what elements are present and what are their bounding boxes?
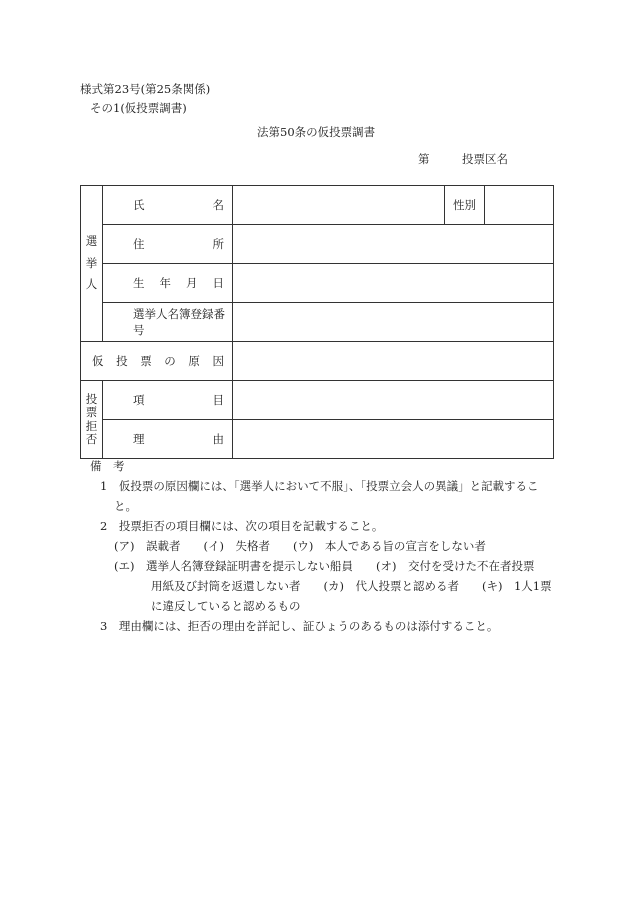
notes-heading: 備 考 [90,459,125,473]
sex-label: 性別 [445,186,485,225]
register-number-field[interactable] [233,303,554,342]
address-label: 住 所 [103,225,233,264]
reason-label: 理 由 [103,420,233,459]
district-prefix: 第 [418,152,430,166]
note-3: 3 理由欄には、拒否の理由を詳記し、証ひょうのあるものは添付すること。 [100,619,499,633]
name-field[interactable] [233,186,445,225]
note-2-items-b-line-3: に違反していると認めるもの [151,599,301,613]
birth-label: 生 年 月 日 [103,264,233,303]
address-field[interactable] [233,225,554,264]
birth-field[interactable] [233,264,554,303]
provisional-reason-field[interactable] [233,342,554,381]
note-1-line-2: と。 [114,499,137,513]
name-label: 氏 名 [103,186,233,225]
note-2-items-b-line-1: (エ) 選挙人名簿登録証明書を提示しない船員 (オ) 交付を受けた不在者投票 [114,559,535,573]
register-number-label: 選挙人名簿登録番号 [103,303,233,342]
form-subtitle: その1(仮投票調書) [90,101,187,115]
reason-field[interactable] [233,420,554,459]
note-2: 2 投票拒否の項目欄には、次の項目を記載すること。 [100,519,384,533]
district-label: 投票区名 [462,152,508,166]
note-2-items-a: (ア) 誤載者 (イ) 失格者 (ウ) 本人である旨の宣言をしない者 [114,539,486,553]
provisional-reason-label: 仮 投 票 の 原 因 [81,342,233,381]
note-1-line-1: 1 仮投票の原因欄には、「選挙人において不服」、「投票立会人の異議」と記載するこ [100,479,539,493]
provisional-vote-table [80,185,554,459]
refusal-group-label: 投 票 拒 否 [81,381,103,459]
item-field[interactable] [233,381,554,420]
item-label: 項 目 [103,381,233,420]
page-title: 法第50条の仮投票調書 [257,125,376,139]
elector-group-label: 選 挙 人 [81,186,103,342]
form-number: 様式第23号(第25条関係) [80,82,211,96]
sex-field[interactable] [485,186,554,225]
note-2-items-b-line-2: 用紙及び封筒を返還しない者 (カ) 代人投票と認める者 (キ) 1人1票 [151,579,552,593]
